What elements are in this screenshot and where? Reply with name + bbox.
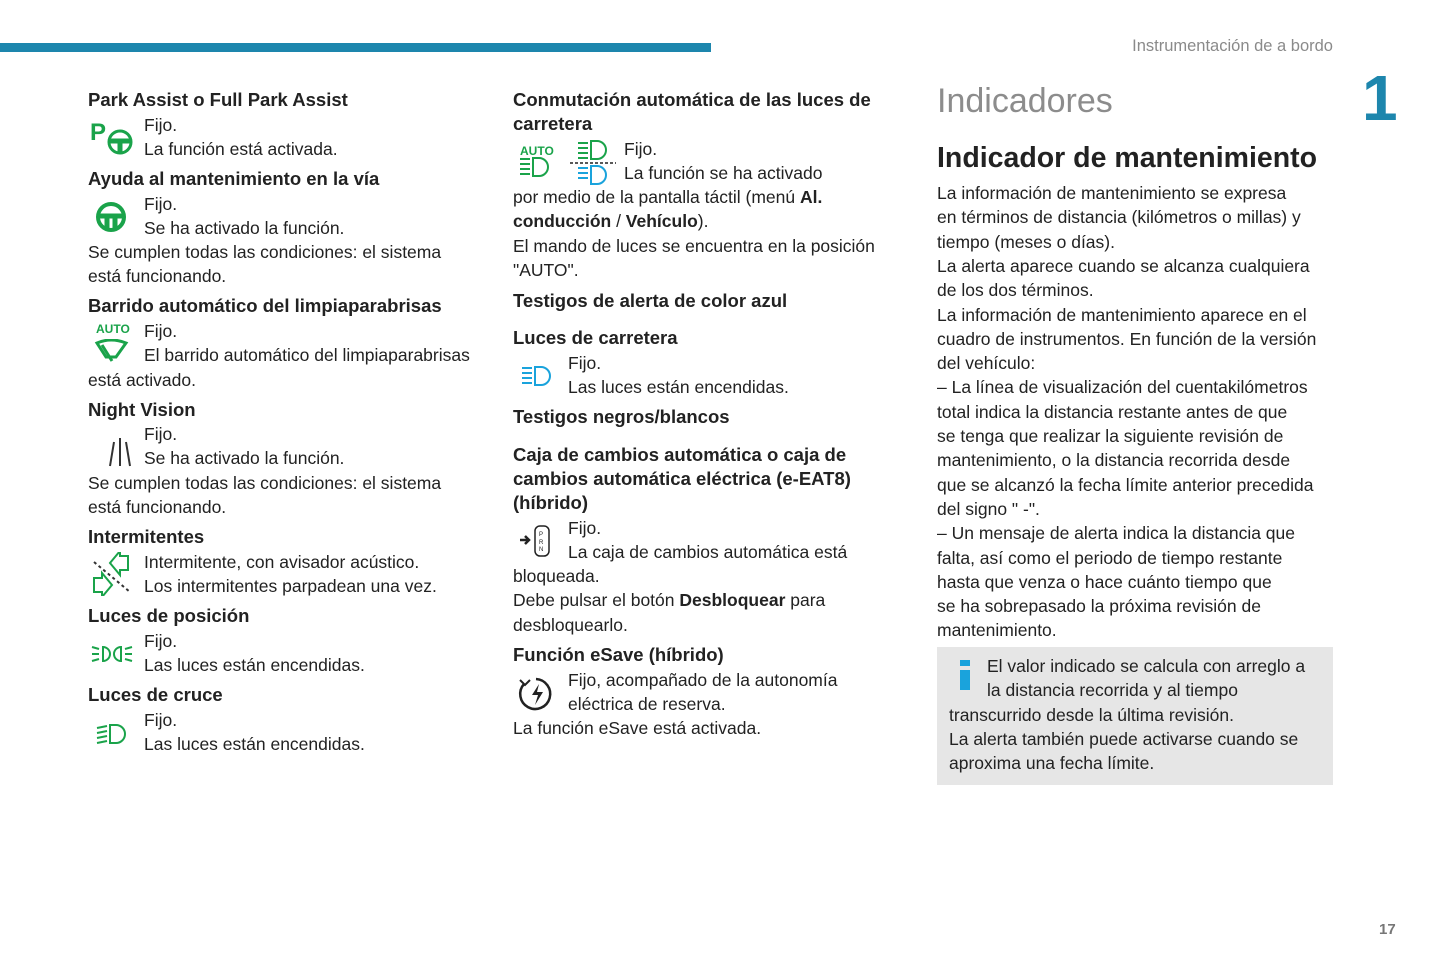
heading-blue-warnings: Testigos de alerta de color azul [513,290,788,311]
text: Fijo. [144,321,178,341]
body-line: – Un mensaje de alerta indica la distancia que [937,523,1295,544]
svg-text:N: N [539,547,544,553]
wiper-icon [94,339,130,365]
page-title: Indicadores [937,82,1113,120]
text: Fijo. [144,424,178,444]
main-beam-icon [521,365,555,387]
info-line: la distancia recorrida y al tiempo [987,680,1238,701]
text: Fijo, acompañado de la autonomía [568,670,838,690]
body-line: hasta que venza o hace cuánto tiempo que [937,571,1272,592]
steering-wheel-icon [94,201,130,233]
heading-gearbox-cont: (híbrido) [513,492,589,513]
text: La caja de cambios automática está [568,542,848,562]
dipped-beam-icon [96,723,132,745]
heading-gearbox: Caja de cambios automática o caja de [513,444,847,465]
text: Se cumplen todas las condiciones: el sistema [88,473,442,493]
text: Fijo. [144,194,178,214]
heading-gearbox-cont: cambios automática eléctrica (e-EAT8) [513,468,851,489]
info-line: La alerta también puede activarse cuando se [949,728,1299,749]
body-line: del vehículo: [937,353,1036,374]
section-heading: Indicador de mantenimiento [937,142,1318,174]
info-box [937,647,1333,785]
text [513,186,822,208]
esave-icon [516,674,558,714]
auto-label: AUTO [96,322,130,336]
heading-auto-main-beam-cont: carretera [513,113,593,134]
heading-night-vision: Night Vision [88,399,196,420]
header-accent-bar [0,43,711,52]
info-line: El valor indicado se calcula con arreglo a [987,656,1306,676]
text: Fijo. [568,518,602,538]
text: Las luces están encendidas. [568,377,789,397]
info-line: transcurrido desde la última revisión. [949,704,1234,725]
text: Fijo. [144,710,178,730]
text: / [611,211,626,231]
text: desbloquearlo. [513,615,628,635]
text: Los intermitentes parpadean una vez. [144,576,437,596]
body-line: cuadro de instrumentos. En función de la versión [937,328,1317,349]
heading-lane-keeping: Ayuda al mantenimiento en la vía [88,168,380,189]
body-line: de los dos términos. [937,280,1094,301]
text: Fijo. [144,115,178,135]
body-line: en términos de distancia (kilómetros o millas) y [937,207,1301,228]
heading-park-assist: Park Assist o Full Park Assist [88,89,348,110]
text: está activado. [88,370,196,390]
menu-name: Vehículo [625,211,698,231]
heading-main-beam: Luces de carretera [513,327,678,348]
heading-auto-wiper: Barrido automático del limpiaparabrisas [88,295,442,316]
auto-main-beam-icon [519,156,555,178]
text: está funcionando. [88,497,227,517]
body-line: tiempo (meses o días). [937,231,1115,252]
gearbox-lock-icon [518,524,554,558]
body-line: – La línea de visualización del cuentakilómetros [937,377,1308,398]
text: El mando de luces se encuentra en la posición [513,236,875,256]
heading-black-white-warnings: Testigos negros/blancos [513,406,730,427]
text: Se cumplen todas las condiciones: el sistema [88,242,442,262]
text: Fijo. [144,631,178,651]
text: Debe pulsar el botón [513,590,680,610]
body-line: se tenga que realizar la siguiente revisión de [937,426,1284,446]
text: ). [697,211,709,231]
body-line: que se alcanzó la fecha límite anterior precedida [937,474,1314,495]
text: por medio de la pantalla táctil (menú [513,187,800,207]
heading-position-lights: Luces de posición [88,605,250,626]
body-line: mantenimiento. [937,620,1057,641]
svg-text:P: P [539,532,544,538]
body-line: del signo " -". [937,498,1040,519]
chapter-number: 1 [1362,62,1398,134]
heading-auto-main-beam: Conmutación automática de las luces de [513,89,871,110]
body-line: La alerta aparece cuando se alcanza cualquiera [937,255,1310,276]
heading-turn-signals: Intermitentes [88,526,205,547]
heading-esave: Función eSave (híbrido) [513,644,724,665]
body-line: se ha sobrepasado la próxima revisión de [937,596,1261,617]
night-vision-icon [92,426,132,468]
text: Las luces están encendidas. [144,734,365,754]
text: eléctrica de reserva. [568,694,726,714]
body-line: falta, así como el periodo de tiempo restante [937,547,1283,568]
button-name: Desbloquear [679,590,786,610]
section-title: Instrumentación de a bordo [1132,37,1333,55]
text: El barrido automático del limpiaparabrisas [144,345,470,365]
text: Fijo. [568,353,602,373]
turn-signal-icon [92,552,132,596]
text: está funcionando. [88,266,227,286]
text: Se ha activado la función. [144,448,345,468]
body-line: La información de mantenimiento aparece en el [937,304,1307,325]
text [513,210,708,232]
text: Las luces están encendidas. [144,655,365,675]
text: Se ha activado la función. [144,218,345,238]
heading-dipped-beam: Luces de cruce [88,684,223,705]
text: La función se ha activado [624,163,823,183]
svg-text:P: P [90,119,107,146]
body-line: mantenimiento, o la distancia recorrida desde [937,450,1291,471]
page-number: 17 [1379,921,1396,938]
text: bloqueada. [513,566,600,586]
park-assist-icon [90,118,134,156]
body-line: La información de mantenimiento se expresa [937,183,1287,203]
main-beam-switch-icon [569,139,617,185]
text: para [785,590,826,610]
auto-label: AUTO [520,144,554,158]
info-icon [958,660,972,690]
body-line: total indica la distancia restante antes de que [937,401,1288,422]
text: La función eSave está activada. [513,718,762,738]
menu-name: conducción [513,211,612,231]
text: La función está activada. [144,139,338,159]
text: "AUTO". [513,260,579,280]
menu-name: Al. [799,187,823,207]
text: Fijo. [624,139,658,159]
svg-text:R: R [539,540,544,546]
text [513,589,825,611]
text: Intermitente, con avisador acústico. [144,552,420,572]
position-lights-icon [91,644,133,666]
info-line: aproxima una fecha límite. [949,753,1155,774]
